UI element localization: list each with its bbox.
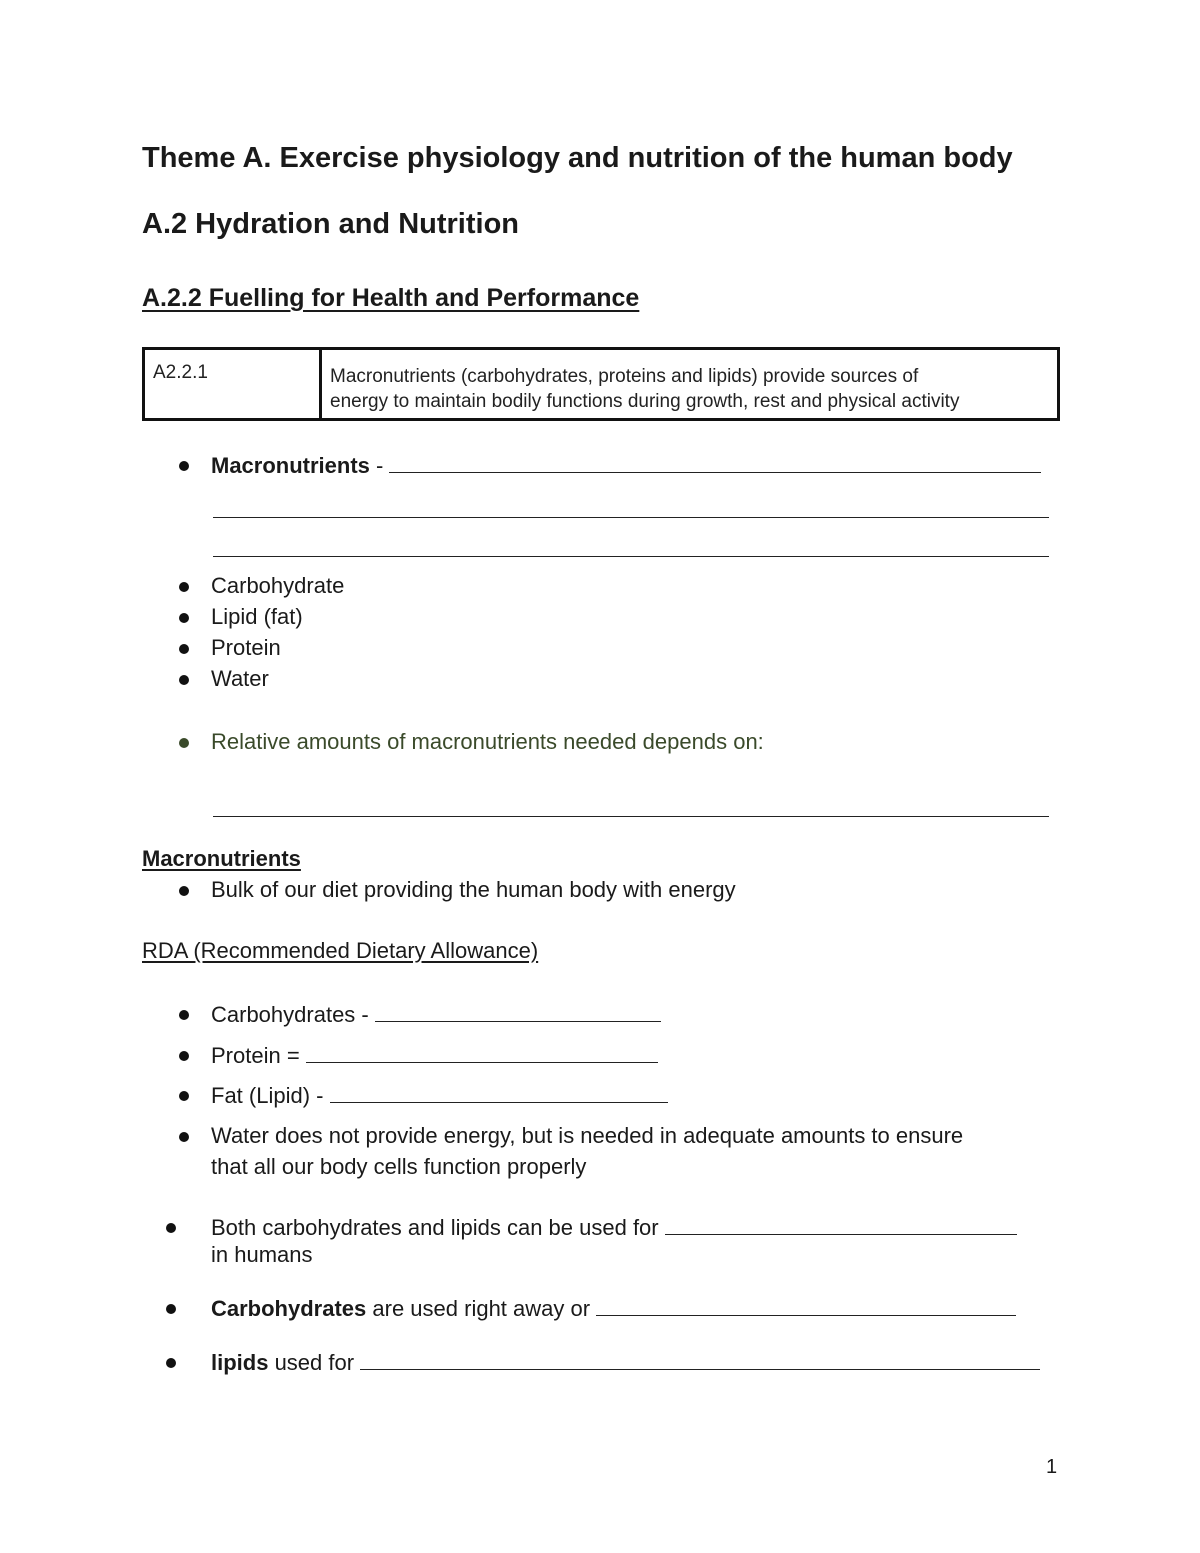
subsection-heading: A.2.2 Fuelling for Health and Performance [142,284,640,312]
rda-title: RDA (Recommended Dietary Allowance) [142,938,539,963]
bullet-icon [166,1304,176,1314]
section-heading: A.2 Hydration and Nutrition [142,208,519,240]
macronutrients-term: Macronutrients [211,453,370,478]
bullet-icon [179,886,189,896]
rda-fat-label: Fat (Lipid) - [211,1083,330,1108]
carbohydrates-rest: are used right away or [366,1296,597,1321]
bullet-icon [166,1358,176,1368]
list-item: Carbohydrate [211,573,345,598]
bullet-icon [166,1223,176,1233]
answer-blank[interactable] [375,1001,661,1022]
rda-water-line-1: Water does not provide energy, but is needed in adequate amounts to ensure [211,1123,964,1148]
energy-carbohydrates [211,1295,1016,1322]
list-item: Protein [211,635,281,660]
standard-code: A2.2.1 [145,350,322,418]
bullet-icon [179,1091,189,1101]
answer-blank[interactable] [330,1082,668,1103]
energy-lipids [211,1349,1040,1376]
answer-blank[interactable] [665,1214,1017,1235]
energy-both-text: Both carbohydrates and lipids can be used for [211,1215,665,1240]
relative-amounts-text: Relative amounts of macronutrients needed depends on: [211,729,764,754]
rda-water-line-2: that all our body cells function properly [211,1154,587,1179]
bullet-icon [179,461,189,471]
rda-carbohydrates [211,1001,661,1028]
standard-description-line-1: Macronutrients (carbohydrates, proteins and lipids) provide sources of [330,366,919,387]
macronutrients-definition [211,452,1041,479]
bullet-icon [179,582,189,592]
lipids-rest: used for [268,1350,361,1375]
answer-blank[interactable] [213,517,1049,518]
bullet-icon [179,1010,189,1020]
answer-blank[interactable] [360,1349,1040,1370]
answer-blank[interactable] [389,452,1041,473]
energy-both-line-2: in humans [211,1242,313,1267]
answer-blank[interactable] [213,556,1049,557]
answer-blank[interactable] [596,1295,1016,1316]
standard-description [322,350,1057,418]
bullet-icon [179,1132,189,1142]
standard-description-line-2: energy to maintain bodily functions during growth, rest and physical activity [330,391,960,412]
list-item: Water [211,666,269,691]
rda-carbohydrates-label: Carbohydrates - [211,1002,375,1027]
macronutrients-separator: - [369,453,390,478]
bullet-icon [179,738,189,748]
macronutrients-section-bullet: Bulk of our diet providing the human body with energy [211,877,736,902]
macronutrients-section-title: Macronutrients [142,846,301,871]
page-number: 1 [1046,1456,1058,1478]
energy-both-line-1 [211,1214,1017,1241]
list-item: Lipid (fat) [211,604,303,629]
standard-table [142,347,1060,421]
rda-fat [211,1082,668,1109]
lipids-term: lipids [211,1350,269,1375]
answer-blank[interactable] [306,1042,658,1063]
bullet-icon [179,613,189,623]
bullet-icon [179,675,189,685]
bullet-icon [179,1051,189,1061]
rda-protein [211,1042,658,1069]
rda-protein-label: Protein = [211,1043,306,1068]
carbohydrates-term: Carbohydrates [211,1296,367,1321]
answer-blank[interactable] [213,816,1049,817]
bullet-icon [179,644,189,654]
theme-heading: Theme A. Exercise physiology and nutrition of the human body [142,142,1013,174]
